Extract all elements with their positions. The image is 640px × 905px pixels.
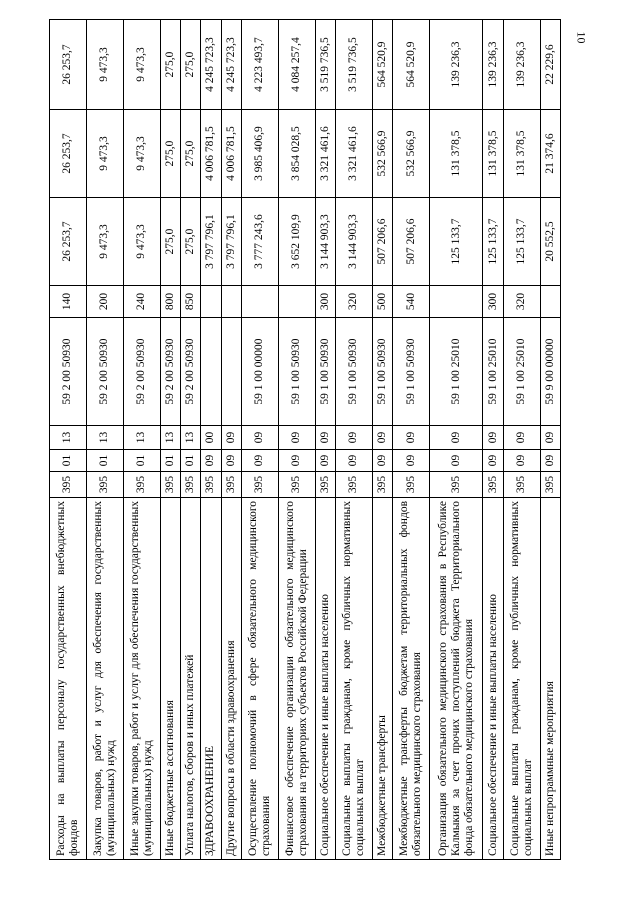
subsection-cell: 09 — [278, 426, 315, 450]
table-row — [335, 20, 372, 860]
admin-code-cell: 395 — [201, 472, 221, 498]
target-article-cell: 59 1 00 00000 — [241, 318, 278, 426]
amount-year1-cell: 26 253,7 — [50, 198, 87, 286]
section-cell: 09 — [241, 450, 278, 472]
amount-year1-cell: 275,0 — [160, 198, 180, 286]
expense-type-cell — [278, 286, 315, 318]
amount-year3-cell: 9 473,3 — [86, 20, 123, 110]
amount-year2-cell: 532 566,9 — [372, 110, 392, 198]
subsection-cell: 09 — [503, 426, 540, 450]
target-article-cell: 59 2 00 50930 — [160, 318, 180, 426]
target-article-cell: 59 2 00 50930 — [180, 318, 200, 426]
section-cell: 09 — [335, 450, 372, 472]
row-name-cell: Организация обязательного медицинского страхования в Республике Калмыкия за счет прочих поступлений бюджета Территориального фонда обязательного медицинского страхования — [429, 498, 482, 860]
expense-type-cell — [241, 286, 278, 318]
row-name-cell: Расходы на выплаты персоналу государственных внебюджетных фондов — [50, 498, 87, 860]
amount-year1-cell: 3 144 903,3 — [315, 198, 335, 286]
amount-year3-cell: 4 084 257,4 — [278, 20, 315, 110]
table-row — [393, 20, 430, 860]
admin-code-cell: 395 — [221, 472, 241, 498]
row-name-cell: Уплата налогов, сборов и иных платежей — [180, 498, 200, 860]
subsection-cell: 13 — [50, 426, 87, 450]
table-row — [50, 20, 87, 860]
amount-year1-cell: 125 133,7 — [483, 198, 503, 286]
rotated-table-container — [49, 20, 561, 860]
subsection-cell: 09 — [393, 426, 430, 450]
section-cell: 01 — [123, 450, 160, 472]
target-article-cell: 59 2 00 50930 — [123, 318, 160, 426]
amount-year1-cell: 9 473,3 — [123, 198, 160, 286]
amount-year2-cell: 275,0 — [180, 110, 200, 198]
amount-year2-cell: 275,0 — [160, 110, 180, 198]
row-name-cell: Социальное обеспечение и иные выплаты населению — [315, 498, 335, 860]
amount-year1-cell: 125 133,7 — [429, 198, 482, 286]
amount-year1-cell: 507 206,6 — [393, 198, 430, 286]
subsection-cell: 13 — [160, 426, 180, 450]
section-cell: 09 — [278, 450, 315, 472]
expense-type-cell: 540 — [393, 286, 430, 318]
amount-year2-cell: 9 473,3 — [123, 110, 160, 198]
section-cell: 01 — [86, 450, 123, 472]
admin-code-cell: 395 — [241, 472, 278, 498]
admin-code-cell: 395 — [335, 472, 372, 498]
section-cell: 09 — [483, 450, 503, 472]
amount-year3-cell: 275,0 — [180, 20, 200, 110]
subsection-cell: 00 — [201, 426, 221, 450]
expense-type-cell: 800 — [160, 286, 180, 318]
amount-year3-cell: 3 519 736,5 — [315, 20, 335, 110]
admin-code-cell: 395 — [180, 472, 200, 498]
expense-type-cell: 300 — [483, 286, 503, 318]
amount-year3-cell: 3 519 736,5 — [335, 20, 372, 110]
expense-type-cell: 300 — [315, 286, 335, 318]
subsection-cell: 09 — [241, 426, 278, 450]
table-row — [503, 20, 540, 860]
row-name-cell: Иные непрограммные мероприятия — [540, 498, 560, 860]
target-article-cell — [201, 318, 221, 426]
admin-code-cell: 395 — [540, 472, 560, 498]
table-row — [372, 20, 392, 860]
amount-year2-cell: 21 374,6 — [540, 110, 560, 198]
expense-type-cell — [201, 286, 221, 318]
amount-year2-cell: 3 321 461,6 — [315, 110, 335, 198]
expense-type-cell: 320 — [503, 286, 540, 318]
target-article-cell: 59 1 00 50930 — [278, 318, 315, 426]
target-article-cell: 59 1 00 25010 — [483, 318, 503, 426]
amount-year1-cell: 507 206,6 — [372, 198, 392, 286]
admin-code-cell: 395 — [503, 472, 540, 498]
amount-year2-cell: 131 378,5 — [503, 110, 540, 198]
admin-code-cell: 395 — [86, 472, 123, 498]
target-article-cell: 59 9 00 00000 — [540, 318, 560, 426]
row-name-cell: Осуществление полномочий в сфере обязательного медицинского страхования — [241, 498, 278, 860]
amount-year1-cell: 3 797 796,1 — [201, 198, 221, 286]
table-row — [241, 20, 278, 860]
row-name-cell: Межбюджетные трансферты — [372, 498, 392, 860]
table-row — [123, 20, 160, 860]
amount-year3-cell: 139 236,3 — [483, 20, 503, 110]
amount-year2-cell: 3 854 028,5 — [278, 110, 315, 198]
section-cell: 01 — [180, 450, 200, 472]
subsection-cell: 13 — [86, 426, 123, 450]
row-name-cell: Иные закупки товаров, работ и услуг для обеспечения государственных (муниципальных) нужд — [123, 498, 160, 860]
expense-type-cell — [429, 286, 482, 318]
amount-year2-cell: 131 378,5 — [429, 110, 482, 198]
amount-year3-cell: 4 245 723,3 — [201, 20, 221, 110]
section-cell: 09 — [540, 450, 560, 472]
budget-table — [49, 19, 561, 860]
amount-year2-cell: 26 253,7 — [50, 110, 87, 198]
subsection-cell: 09 — [335, 426, 372, 450]
row-name-cell: ЗДРАВООХРАНЕНИЕ — [201, 498, 221, 860]
admin-code-cell: 395 — [50, 472, 87, 498]
amount-year1-cell: 3 797 796,1 — [221, 198, 241, 286]
target-article-cell: 59 1 00 25010 — [429, 318, 482, 426]
table-row — [429, 20, 482, 860]
amount-year2-cell: 3 985 406,9 — [241, 110, 278, 198]
target-article-cell — [221, 318, 241, 426]
amount-year3-cell: 275,0 — [160, 20, 180, 110]
subsection-cell: 09 — [315, 426, 335, 450]
row-name-cell: Иные бюджетные ассигнования — [160, 498, 180, 860]
row-name-cell: Социальные выплаты гражданам, кроме публичных нормативных социальных выплат — [335, 498, 372, 860]
subsection-cell: 09 — [540, 426, 560, 450]
amount-year3-cell: 4 245 723,3 — [221, 20, 241, 110]
expense-type-cell: 850 — [180, 286, 200, 318]
table-row — [86, 20, 123, 860]
section-cell: 09 — [372, 450, 392, 472]
row-name-cell: Финансовое обеспечение организации обязательного медицинского страхования на территориях субъектов Российской Федерации — [278, 498, 315, 860]
amount-year1-cell: 9 473,3 — [86, 198, 123, 286]
subsection-cell: 09 — [221, 426, 241, 450]
table-row — [221, 20, 241, 860]
target-article-cell: 59 1 00 50930 — [372, 318, 392, 426]
amount-year1-cell: 20 552,5 — [540, 198, 560, 286]
section-cell: 09 — [221, 450, 241, 472]
admin-code-cell: 395 — [372, 472, 392, 498]
row-name-cell: Межбюджетные трансферты бюджетам территориальных фондов обязательного медицинского страхования — [393, 498, 430, 860]
section-cell: 09 — [315, 450, 335, 472]
amount-year2-cell: 131 378,5 — [483, 110, 503, 198]
admin-code-cell: 395 — [123, 472, 160, 498]
amount-year3-cell: 564 520,9 — [372, 20, 392, 110]
amount-year3-cell: 139 236,3 — [503, 20, 540, 110]
admin-code-cell: 395 — [429, 472, 482, 498]
expense-type-cell: 320 — [335, 286, 372, 318]
table-body — [50, 20, 561, 860]
amount-year3-cell: 22 229,6 — [540, 20, 560, 110]
amount-year1-cell: 275,0 — [180, 198, 200, 286]
target-article-cell: 59 2 00 50930 — [50, 318, 87, 426]
amount-year1-cell: 3 144 903,3 — [335, 198, 372, 286]
amount-year2-cell: 4 006 781,5 — [201, 110, 221, 198]
table-row — [160, 20, 180, 860]
target-article-cell: 59 2 00 50930 — [86, 318, 123, 426]
subsection-cell: 09 — [429, 426, 482, 450]
section-cell: 01 — [160, 450, 180, 472]
expense-type-cell: 200 — [86, 286, 123, 318]
section-cell: 09 — [503, 450, 540, 472]
target-article-cell: 59 1 00 50930 — [393, 318, 430, 426]
expense-type-cell — [221, 286, 241, 318]
row-name-cell: Социальные выплаты гражданам, кроме публичных нормативных социальных выплат — [503, 498, 540, 860]
target-article-cell: 59 1 00 50930 — [335, 318, 372, 426]
amount-year2-cell: 3 321 461,6 — [335, 110, 372, 198]
section-cell: 09 — [201, 450, 221, 472]
amount-year2-cell: 532 566,9 — [393, 110, 430, 198]
subsection-cell: 09 — [372, 426, 392, 450]
amount-year2-cell: 9 473,3 — [86, 110, 123, 198]
subsection-cell: 13 — [180, 426, 200, 450]
admin-code-cell: 395 — [278, 472, 315, 498]
amount-year1-cell: 3 652 109,9 — [278, 198, 315, 286]
subsection-cell: 09 — [483, 426, 503, 450]
amount-year3-cell: 26 253,7 — [50, 20, 87, 110]
amount-year3-cell: 9 473,3 — [123, 20, 160, 110]
expense-type-cell: 240 — [123, 286, 160, 318]
expense-type-cell: 500 — [372, 286, 392, 318]
table-row — [180, 20, 200, 860]
amount-year3-cell: 139 236,3 — [429, 20, 482, 110]
amount-year3-cell: 4 223 493,7 — [241, 20, 278, 110]
expense-type-cell: 140 — [50, 286, 87, 318]
subsection-cell: 13 — [123, 426, 160, 450]
section-cell: 09 — [393, 450, 430, 472]
table-row — [315, 20, 335, 860]
table-row — [201, 20, 221, 860]
table-row — [540, 20, 560, 860]
admin-code-cell: 395 — [393, 472, 430, 498]
row-name-cell: Социальное обеспечение и иные выплаты населению — [483, 498, 503, 860]
target-article-cell: 59 1 00 50930 — [315, 318, 335, 426]
admin-code-cell: 395 — [160, 472, 180, 498]
row-name-cell: Закупка товаров, работ и услуг для обеспечения государственных (муниципальных) нужд — [86, 498, 123, 860]
amount-year1-cell: 3 777 243,6 — [241, 198, 278, 286]
row-name-cell: Другие вопросы в области здравоохранения — [221, 498, 241, 860]
expense-type-cell — [540, 286, 560, 318]
target-article-cell: 59 1 00 25010 — [503, 318, 540, 426]
section-cell: 01 — [50, 450, 87, 472]
page-number: 10 — [574, 31, 589, 44]
section-cell: 09 — [429, 450, 482, 472]
amount-year1-cell: 125 133,7 — [503, 198, 540, 286]
admin-code-cell: 395 — [483, 472, 503, 498]
amount-year3-cell: 564 520,9 — [393, 20, 430, 110]
table-row — [278, 20, 315, 860]
amount-year2-cell: 4 006 781,5 — [221, 110, 241, 198]
table-row — [483, 20, 503, 860]
admin-code-cell: 395 — [315, 472, 335, 498]
